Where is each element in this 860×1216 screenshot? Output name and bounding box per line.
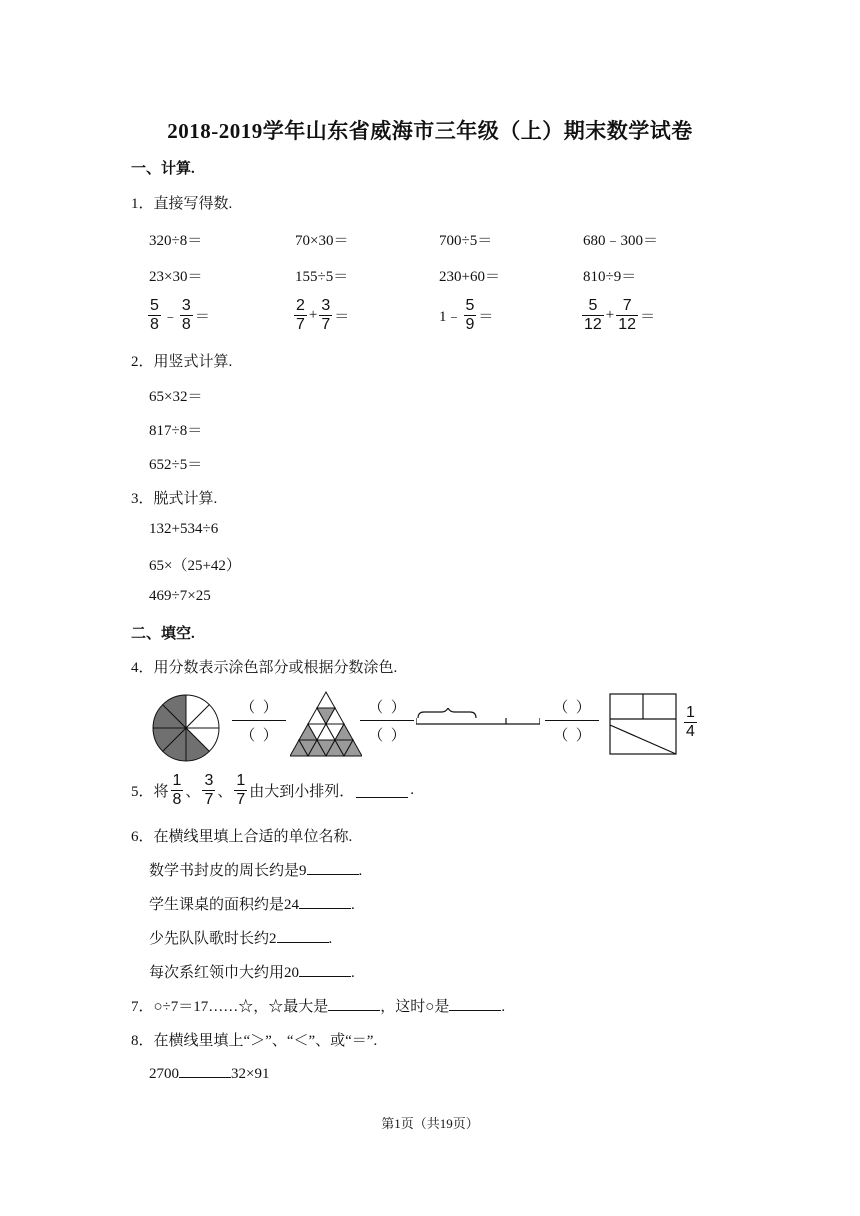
fraction: $\frac{5}{9}$ <box>465 297 475 333</box>
q1-r1-c4: 680﹣300＝ <box>583 233 659 249</box>
q3-item-2: 65×（25+42） <box>149 558 241 574</box>
question-7: 7．○÷7＝17……☆，☆最大是 ，这时○是 . <box>131 995 505 1016</box>
answer-blank[interactable] <box>299 894 351 909</box>
answer-blank[interactable] <box>179 1063 231 1078</box>
fraction: $\frac{1}{7}$ <box>236 772 246 808</box>
fraction: $\frac{5}{8}$ <box>150 297 159 333</box>
q1-r1-c2: 70×30＝ <box>295 233 349 249</box>
answer-blank[interactable] <box>299 962 351 977</box>
question-2: 2．用竖式计算. <box>131 354 233 370</box>
q1-r3-c3: 1﹣ $\frac{5}{9}$ ＝ <box>439 297 494 333</box>
q1-r1-c3: 700÷5＝ <box>439 233 493 249</box>
q6-item-1: 数学书封皮的周长约是9 . <box>149 859 362 880</box>
q2-item-1: 65×32＝ <box>149 389 203 405</box>
q1-r2-c2: 155÷5＝ <box>295 269 349 285</box>
fraction: $\frac{3}{8}$ <box>181 297 191 333</box>
answer-fraction-2: （ ） （ ） <box>360 696 414 745</box>
section-2-heading: 二、填空. <box>131 626 195 642</box>
q3-item-1: 132+534÷6 <box>149 521 219 537</box>
q6-item-2: 学生课桌的面积约是24 . <box>149 893 355 914</box>
q2-item-2: 817÷8＝ <box>149 423 203 439</box>
question-1: 1．直接写得数. <box>131 196 233 212</box>
answer-blank[interactable] <box>277 928 329 943</box>
q1-r3-c4: $\frac{5}{12}$ + $\frac{7}{12}$ ＝ <box>584 297 656 333</box>
answer-blank[interactable] <box>307 860 359 875</box>
fraction: $\frac{1}{8}$ <box>172 772 182 808</box>
question-5: 5．将 $\frac{1}{8}$ 、 $\frac{3}{7}$ 、 $\frac{1}{7}$ 由大到小排列． . <box>131 772 415 808</box>
answer-blank[interactable] <box>449 996 501 1011</box>
shaded-circle-figure <box>150 692 222 764</box>
answer-blank[interactable] <box>328 996 380 1011</box>
q1-r2-c3: 230+60＝ <box>439 269 500 285</box>
question-4: 4．用分数表示涂色部分或根据分数涂色. <box>131 660 398 676</box>
fraction: $\frac{2}{7}$ <box>296 297 305 333</box>
answer-blank[interactable] <box>356 783 408 798</box>
given-fraction-one-quarter: $\frac{1}{4}$ <box>686 704 695 740</box>
q8-item-1: 2700 32×91 <box>149 1063 269 1083</box>
q1-r2-c1: 23×30＝ <box>149 269 203 285</box>
answer-fraction-1: （ ） （ ） <box>232 696 286 745</box>
question-8: 8．在横线里填上“＞”、“＜”、或“＝”. <box>131 1033 378 1049</box>
page-title: 2018-2019学年山东省威海市三年级（上）期末数学试卷 <box>167 119 693 143</box>
fraction: $\frac{3}{7}$ <box>321 297 331 333</box>
q2-item-3: 652÷5＝ <box>149 457 203 473</box>
section-1-heading: 一、计算. <box>131 161 195 177</box>
q1-r3-c1: $\frac{5}{8}$ ﹣ $\frac{3}{8}$ ＝ <box>150 297 210 333</box>
page-footer: 第1页（共19页） <box>381 1116 479 1131</box>
question-3: 3．脱式计算. <box>131 491 218 507</box>
q6-item-4: 每次系红领巾大约用20 . <box>149 961 355 982</box>
line-segment-brace-figure <box>416 708 540 732</box>
fraction: $\frac{5}{12}$ <box>584 297 602 333</box>
fraction: $\frac{3}{7}$ <box>204 772 214 808</box>
q1-r1-c1: 320÷8＝ <box>149 233 203 249</box>
q6-item-3: 少先队队歌时长约2 . <box>149 927 332 948</box>
q3-item-3: 469÷7×25 <box>149 588 211 604</box>
q1-r3-c2: $\frac{2}{7}$ + $\frac{3}{7}$ ＝ <box>296 297 350 333</box>
rectangle-to-color-figure <box>609 693 677 755</box>
fraction: $\frac{7}{12}$ <box>618 297 637 333</box>
question-6: 6．在横线里填上合适的单位名称. <box>131 829 353 845</box>
answer-fraction-3: （ ） （ ） <box>545 696 599 745</box>
shaded-triangle-figure <box>290 690 362 760</box>
q1-r2-c4: 810÷9＝ <box>583 269 637 285</box>
